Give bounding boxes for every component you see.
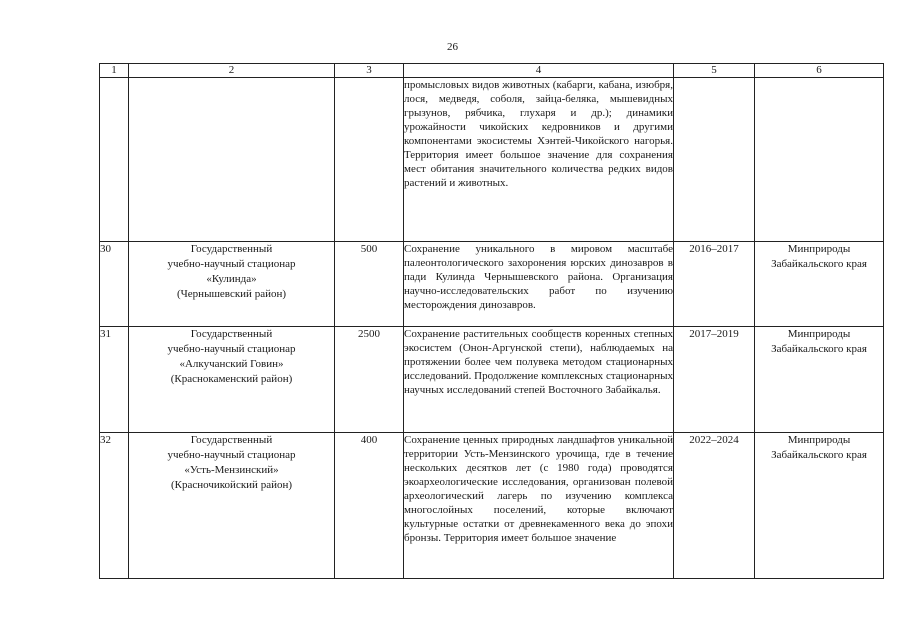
station-name-cell	[129, 78, 335, 242]
row-number-cell: 30	[100, 242, 129, 327]
row-number-cell: 31	[100, 327, 129, 433]
column-header: 2	[129, 64, 335, 78]
station-name-line: Государственный	[190, 434, 273, 446]
responsible-line: Минприроды	[787, 243, 851, 255]
description-text: Сохранение растительных сообществ коренных степных экосистем (Онон-Аргунской степи), наблюдаемых на протяжении более чем полувека методом стационарных исследований. Продолжение комплексных стационарных научных исследований степей Восточного Забайкалья.	[404, 328, 673, 396]
row-number-cell	[100, 78, 129, 242]
station-name-line: «Усть-Мензинский»	[184, 464, 279, 476]
description-cell	[404, 327, 674, 433]
table-row	[100, 327, 884, 433]
table-row	[100, 242, 884, 327]
column-header: 6	[755, 64, 884, 78]
station-name-cell	[129, 433, 335, 579]
station-name-line: учебно-научный стационар	[167, 343, 296, 355]
station-name-line: Государственный	[190, 243, 273, 255]
period-cell: 2017–2019	[674, 327, 755, 433]
description-cell	[404, 242, 674, 327]
responsible-cell	[755, 327, 884, 433]
station-name-line: «Алкучанский Говин»	[179, 358, 284, 370]
description-cell	[404, 433, 674, 579]
station-name-cell	[129, 327, 335, 433]
responsible-line: Минприроды	[787, 328, 851, 340]
column-header: 3	[335, 64, 404, 78]
station-name-line: учебно-научный стационар	[167, 449, 296, 461]
period-cell	[674, 78, 755, 242]
responsible-cell	[755, 78, 884, 242]
responsible-line: Забайкальского края	[771, 258, 867, 270]
station-name-line: (Краснокаменский район)	[170, 373, 293, 385]
description-text: Сохранение ценных природных ландшафтов уникальной территории Усть-Мензинского урочища, где в течение нескольких десятков лет (с 1980 года) проводятся экоархеологические исследования, организован полевой археологический лагерь по изучению комплекса многослойных поселений, которые включают культурные остатки от древнекаменного века до эпохи бронзы. Территория имеет большое значение	[404, 434, 673, 544]
station-name-cell	[129, 242, 335, 327]
table-row	[100, 433, 884, 579]
column-header: 1	[100, 64, 129, 78]
station-name-line: (Чернышевский район)	[176, 288, 287, 300]
table-header-row	[100, 64, 884, 78]
column-header: 4	[404, 64, 674, 78]
station-name-line: учебно-научный стационар	[167, 258, 296, 270]
period-cell: 2016–2017	[674, 242, 755, 327]
station-name-line: (Красночикойский район)	[170, 479, 293, 491]
station-name-line: Государственный	[190, 328, 273, 340]
area-cell: 500	[335, 242, 404, 327]
area-cell: 400	[335, 433, 404, 579]
row-number-cell: 32	[100, 433, 129, 579]
table-row	[100, 78, 884, 242]
responsible-line: Забайкальского края	[771, 449, 867, 461]
column-header: 5	[674, 64, 755, 78]
description-text: промысловых видов животных (кабарги, кабана, изюбря, лося, медведя, соболя, зайца-беляка, мышевидных грызунов, рябчика, глухаря и др.); динамики урожайности чикойских кедровников и другими компонентами экосистемы Хэнтей-Чикойского нагорья. Территория имеет большое значение для сохранения мест обитания значительного количества редких видов растений и животных.	[404, 79, 673, 189]
page-number: 26	[447, 41, 458, 53]
area-cell	[335, 78, 404, 242]
period-cell: 2022–2024	[674, 433, 755, 579]
responsible-cell	[755, 433, 884, 579]
responsible-cell	[755, 242, 884, 327]
responsible-line: Забайкальского края	[771, 343, 867, 355]
responsible-line: Минприроды	[787, 434, 851, 446]
description-cell	[404, 78, 674, 242]
reserves-table	[99, 63, 884, 579]
station-name-line: «Кулинда»	[206, 273, 257, 285]
area-cell: 2500	[335, 327, 404, 433]
description-text: Сохранение уникального в мировом масштабе палеонтологического захоронения юрских динозавров в пади Кулинда Чернышевского района. Организация научно-исследовательских работ по изучению месторождения динозавров.	[404, 243, 673, 311]
